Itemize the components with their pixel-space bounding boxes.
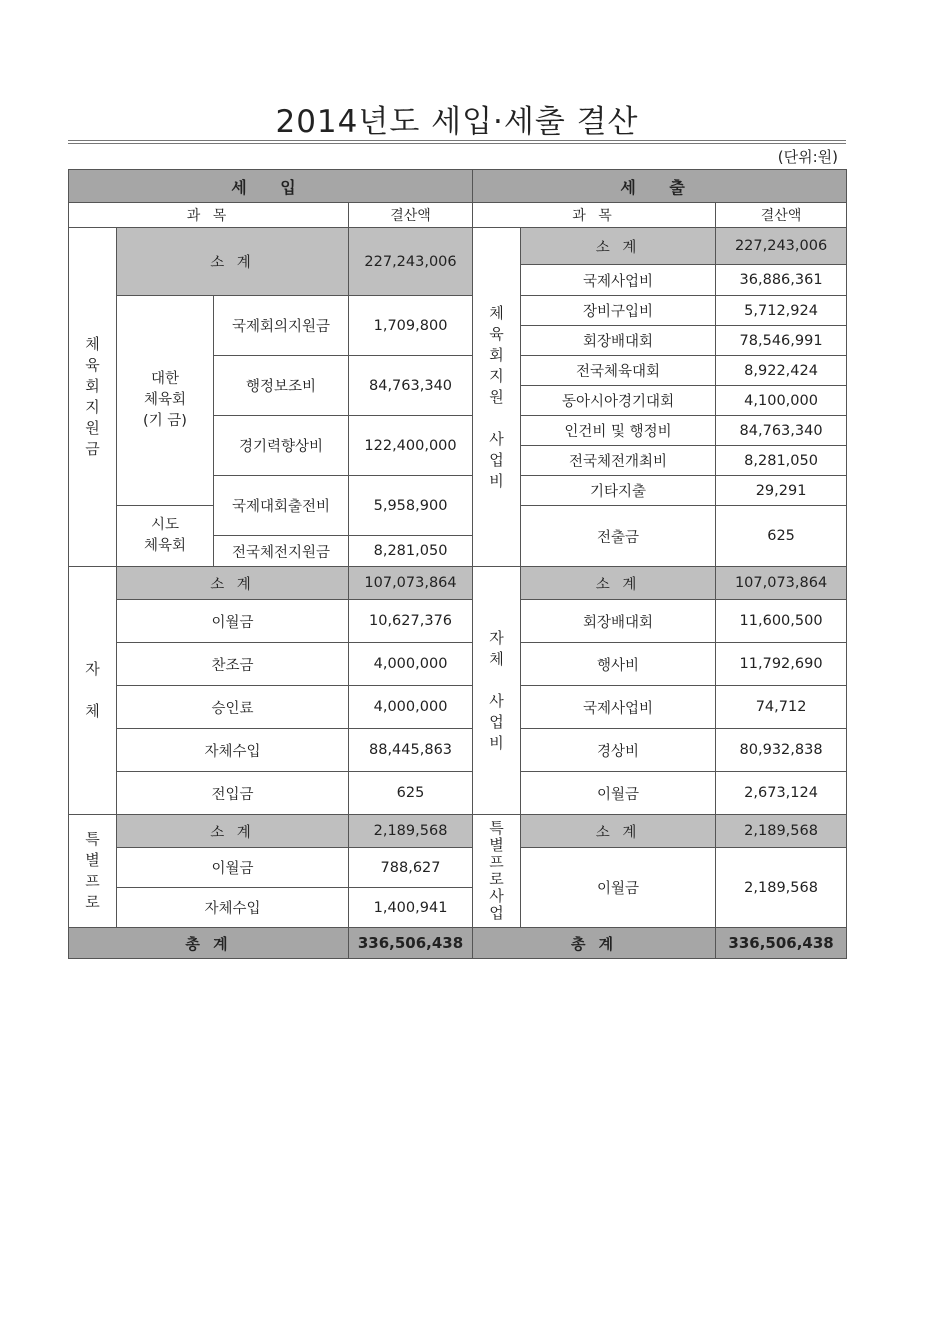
expense-item-amount: 74,712	[716, 686, 847, 729]
income-subtotal-amount: 227,243,006	[349, 228, 473, 296]
income-total-amount: 336,506,438	[349, 928, 473, 959]
income-item-name: 행정보조비	[214, 356, 349, 416]
expense-item-name: 동아시아경기대회	[521, 386, 716, 416]
expense-item-amount: 5,712,924	[716, 296, 847, 326]
expense-item-name: 회장배대회	[521, 600, 716, 643]
expense-item-name: 국제사업비	[521, 265, 716, 296]
expense-subtotal-amount: 227,243,006	[716, 228, 847, 265]
expense-total-label: 총 계	[473, 928, 716, 959]
income-item-name: 자체수입	[117, 729, 349, 772]
income-subgroup-label: 대한 체육회 (기 금)	[117, 296, 214, 506]
income-item-name: 자체수입	[117, 888, 349, 928]
income-item-amount: 5,958,900	[349, 476, 473, 536]
income-item-amount: 625	[349, 772, 473, 815]
expense-item-name: 전국체전개최비	[521, 446, 716, 476]
expense-item-amount: 78,546,991	[716, 326, 847, 356]
income-item-name: 전국체전지원금	[214, 536, 349, 567]
expense-subtotal-amount: 2,189,568	[716, 815, 847, 848]
expense-item-amount: 36,886,361	[716, 265, 847, 296]
income-item-name: 찬조금	[117, 643, 349, 686]
page-title: 2014년도 세입·세출 결산	[275, 104, 639, 140]
income-item-name: 전입금	[117, 772, 349, 815]
unit-label: (단위:원)	[777, 148, 838, 166]
income-item-amount: 10,627,376	[349, 600, 473, 643]
expense-subtotal-label: 소 계	[521, 815, 716, 848]
expense-group-label: 자 체 사 업 비	[473, 567, 521, 815]
income-item-name: 이월금	[117, 600, 349, 643]
income-subject-header: 과 목	[69, 203, 349, 228]
expense-subtotal-amount: 107,073,864	[716, 567, 847, 600]
expense-amount-header: 결산액	[716, 203, 847, 228]
income-item-amount: 8,281,050	[349, 536, 473, 567]
income-item-amount: 788,627	[349, 848, 473, 888]
income-item-amount: 88,445,863	[349, 729, 473, 772]
income-total-label: 총 계	[69, 928, 349, 959]
expense-item-name: 국제사업비	[521, 686, 716, 729]
expense-item-name: 행사비	[521, 643, 716, 686]
income-item-amount: 1,709,800	[349, 296, 473, 356]
income-item-amount: 122,400,000	[349, 416, 473, 476]
expense-item-name: 장비구입비	[521, 296, 716, 326]
income-item-amount: 4,000,000	[349, 643, 473, 686]
expense-group-label: 체 육 회 지 원 사 업 비	[473, 228, 521, 567]
income-item-name: 이월금	[117, 848, 349, 888]
income-item-name: 국제회의지원금	[214, 296, 349, 356]
expense-item-name: 기타지출	[521, 476, 716, 506]
income-item-amount: 4,000,000	[349, 686, 473, 729]
expense-item-name: 이월금	[521, 772, 716, 815]
expense-item-amount: 4,100,000	[716, 386, 847, 416]
expense-subtotal-label: 소 계	[521, 567, 716, 600]
expense-item-name: 인건비 및 행정비	[521, 416, 716, 446]
income-subtotal-amount: 2,189,568	[349, 815, 473, 848]
income-item-amount: 84,763,340	[349, 356, 473, 416]
expense-item-name: 전국체육대회	[521, 356, 716, 386]
income-subtotal-label: 소 계	[117, 815, 349, 848]
income-item-name: 승인료	[117, 686, 349, 729]
expense-subtotal-label: 소 계	[521, 228, 716, 265]
expense-total-amount: 336,506,438	[716, 928, 847, 959]
income-header: 세 입	[69, 170, 473, 203]
income-subtotal-amount: 107,073,864	[349, 567, 473, 600]
expense-item-amount: 8,281,050	[716, 446, 847, 476]
income-group-label: 자 체	[69, 567, 117, 815]
expense-item-amount: 29,291	[716, 476, 847, 506]
expense-item-amount: 8,922,424	[716, 356, 847, 386]
expense-item-name: 경상비	[521, 729, 716, 772]
expense-header: 세 출	[473, 170, 847, 203]
income-group-label: 특 별 프 로	[69, 815, 117, 928]
income-item-name: 경기력향상비	[214, 416, 349, 476]
expense-item-amount: 11,600,500	[716, 600, 847, 643]
expense-item-amount: 625	[716, 506, 847, 567]
income-item-amount: 1,400,941	[349, 888, 473, 928]
expense-subject-header: 과 목	[473, 203, 716, 228]
expense-item-amount: 84,763,340	[716, 416, 847, 446]
income-group-label: 체 육 회 지 원 금	[69, 228, 117, 567]
expense-item-amount: 2,189,568	[716, 848, 847, 928]
income-subgroup-label: 시도 체육회	[117, 506, 214, 567]
expense-item-amount: 80,932,838	[716, 729, 847, 772]
expense-item-name: 전출금	[521, 506, 716, 567]
title-rule-bottom	[68, 143, 846, 144]
income-amount-header: 결산액	[349, 203, 473, 228]
income-subtotal-label: 소 계	[117, 228, 349, 296]
budget-table	[68, 169, 847, 959]
expense-item-amount: 2,673,124	[716, 772, 847, 815]
title-rule-top	[68, 140, 846, 141]
expense-group-label: 특 별 프 로 사 업	[473, 815, 521, 928]
expense-item-amount: 11,792,690	[716, 643, 847, 686]
expense-item-name: 회장배대회	[521, 326, 716, 356]
income-subtotal-label: 소 계	[117, 567, 349, 600]
expense-item-name: 이월금	[521, 848, 716, 928]
income-item-name: 국제대회출전비	[214, 476, 349, 536]
